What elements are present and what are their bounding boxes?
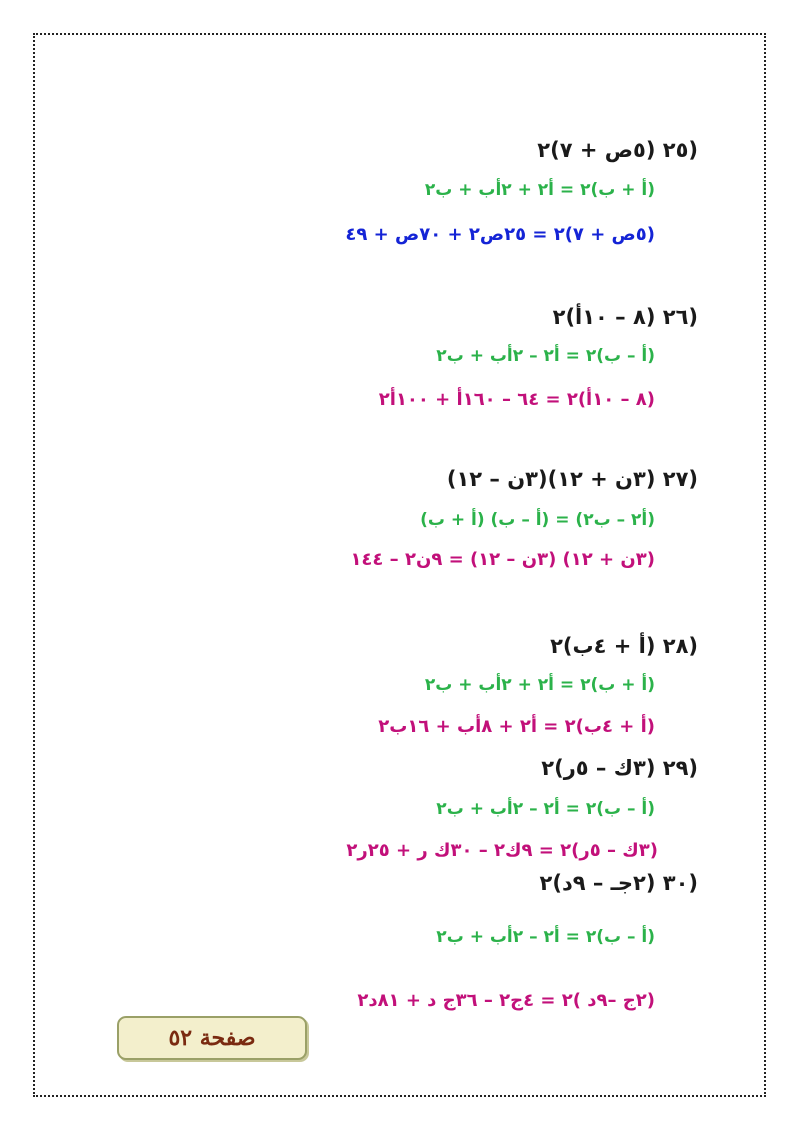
problem-28-expression: (٢٨ (أ + ٤ب)٢: [550, 634, 698, 658]
problem-30-answer: (٢ج –٩د )٢ = ٤ج٢ – ٣٦ج د + ٨١د٢: [357, 990, 655, 1011]
problem-28-identity: (أ + ب)٢ = أ٢ + ٢أب + ب٢: [424, 675, 655, 695]
problem-26-identity: (أ – ب)٢ = أ٢ – ٢أب + ب٢: [436, 346, 655, 366]
page-number-label: صفحة ٥٢: [168, 1025, 256, 1051]
problem-25-expression: (٢٥ (٥ص + ٧)٢: [537, 138, 698, 162]
problem-27-answer: (٣ن + ١٢) (٣ن – ١٢) = ٩ن٢ – ١٤٤: [350, 549, 655, 570]
problem-27-identity: (أ٢ – ب٢) = (أ – ب) (أ + ب): [420, 510, 655, 530]
problem-26-answer: (٨ – ١٠أ)٢ = ٦٤ – ١٦٠أ + ١٠٠أ٢: [378, 389, 655, 410]
problem-27-expression: (٢٧ (٣ن + ١٢)(٣ن – ١٢): [446, 467, 698, 491]
problem-29-identity: (أ – ب)٢ = أ٢ – ٢أب + ب٢: [436, 799, 655, 819]
problem-26-expression: (٢٦ (٨ – ١٠أ)٢: [552, 305, 698, 329]
problem-29-expression: (٢٩ (٣ك – ٥ر)٢: [541, 756, 698, 780]
problem-29-answer: (٣ك – ٥ر)٢ = ٩ك٢ – ٣٠ك ر + ٢٥ر٢: [346, 840, 658, 861]
problem-30-expression: (٣٠ (٢جـ – ٩د)٢: [539, 871, 698, 895]
problem-28-answer: (أ + ٤ب)٢ = أ٢ + ٨أب + ١٦ب٢: [378, 716, 655, 737]
problem-25-identity: (أ + ب)٢ = أ٢ + ٢أب + ب٢: [424, 180, 655, 200]
problem-30-identity: (أ – ب)٢ = أ٢ – ٢أب + ب٢: [436, 927, 655, 947]
page-number-badge: [117, 1016, 307, 1060]
problem-25-answer: (٥ص + ٧)٢ = ٢٥ص٢ + ٧٠ص + ٤٩: [345, 224, 655, 245]
